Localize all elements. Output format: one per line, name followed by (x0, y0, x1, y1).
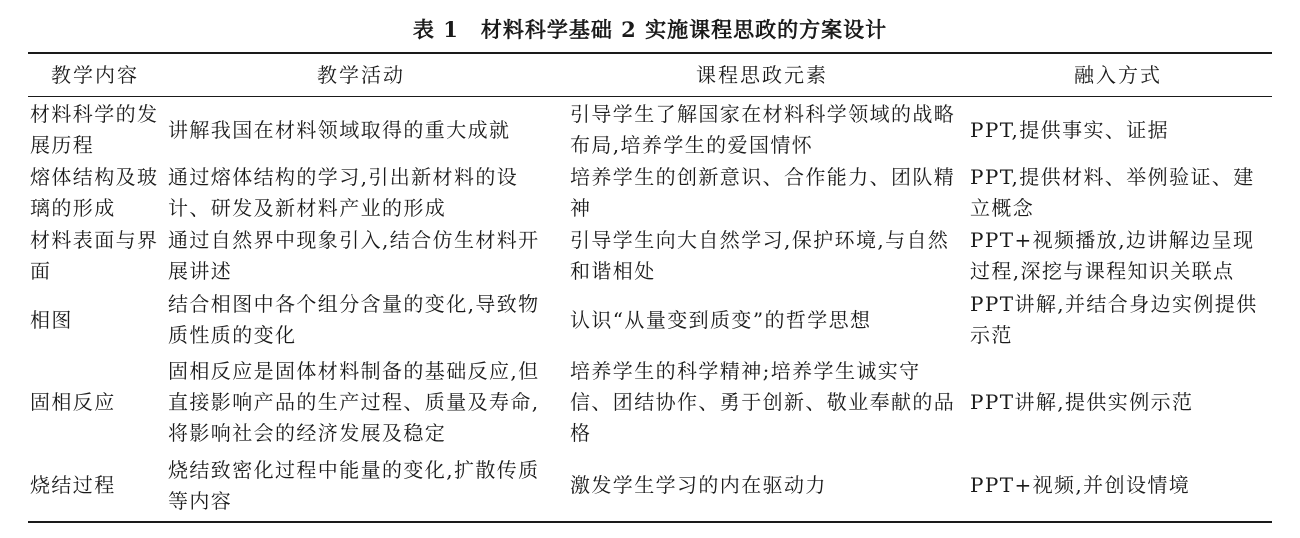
cell-ideology: 培养学生的创新意识、合作能力、团队精神 (570, 165, 956, 220)
table-title: 材料科学基础 2 实施课程思政的方案设计 (480, 17, 888, 42)
cell-activity: 烧结致密化过程中能量的变化,扩散传质等内容 (168, 457, 540, 513)
header-rule (28, 96, 1272, 97)
cell-method: PPT+视频,并创设情境 (970, 473, 1191, 497)
cell-method: PPT,提供事实、证据 (970, 117, 1170, 142)
cell-content: 材料科学的发展历程 (30, 102, 159, 157)
cell-method: PPT,提供材料、举例验证、建立概念 (970, 165, 1255, 220)
table-number: 表 1 (412, 17, 459, 42)
column-header-method: 融入方式 (1074, 62, 1162, 87)
table-row (28, 288, 1272, 352)
table-header-row (28, 54, 1272, 96)
table-row (28, 162, 1272, 224)
cell-activity: 通过熔体结构的学习,引出新材料的设计、研发及新材料产业的形成 (168, 165, 519, 220)
cell-activity: 通过自然界中现象引入,结合仿生材料开展讲述 (168, 228, 540, 283)
cell-activity: 结合相图中各个组分含量的变化,导致物质性质的变化 (168, 292, 540, 347)
cell-ideology: 激发学生学习的内在驱动力 (570, 473, 827, 497)
column-header-content: 教学内容 (51, 62, 139, 87)
cell-ideology: 培养学生的科学精神;培养学生诚实守信、团结协作、勇于创新、敬业奉献的品格 (570, 358, 956, 445)
cell-method: PPT+视频播放,边讲解边呈现过程,深挖与课程知识关联点 (970, 228, 1255, 283)
table-row (28, 224, 1272, 288)
column-header-activity: 教学活动 (317, 62, 405, 87)
table-row (28, 452, 1272, 519)
cell-ideology: 引导学生了解国家在材料科学领域的战略布局,培养学生的爱国情怀 (570, 102, 956, 157)
cell-content: 相图 (30, 307, 73, 332)
cell-ideology: 认识“从量变到质变”的哲学思想 (570, 307, 872, 332)
cell-content: 烧结过程 (30, 473, 116, 497)
cell-ideology: 引导学生向大自然学习,保护环境,与自然和谐相处 (570, 228, 950, 283)
cell-method: PPT讲解,提供实例示范 (970, 389, 1194, 414)
cell-content: 熔体结构及玻璃的形成 (30, 165, 159, 220)
column-header-ideology: 课程思政元素 (696, 62, 828, 87)
cell-activity: 固相反应是固体材料制备的基础反应,但直接影响产品的生产过程、质量及寿命,将影响社会的经济发展及稳定 (168, 358, 540, 445)
bottom-rule (28, 521, 1272, 523)
table-row (28, 352, 1272, 452)
table-caption (0, 14, 1300, 44)
cell-content: 固相反应 (30, 389, 116, 414)
table-row (28, 98, 1272, 162)
cell-method: PPT讲解,并结合身边实例提供示范 (970, 292, 1258, 347)
cell-activity: 讲解我国在材料领域取得的重大成就 (168, 117, 511, 142)
cell-content: 材料表面与界面 (30, 228, 159, 283)
